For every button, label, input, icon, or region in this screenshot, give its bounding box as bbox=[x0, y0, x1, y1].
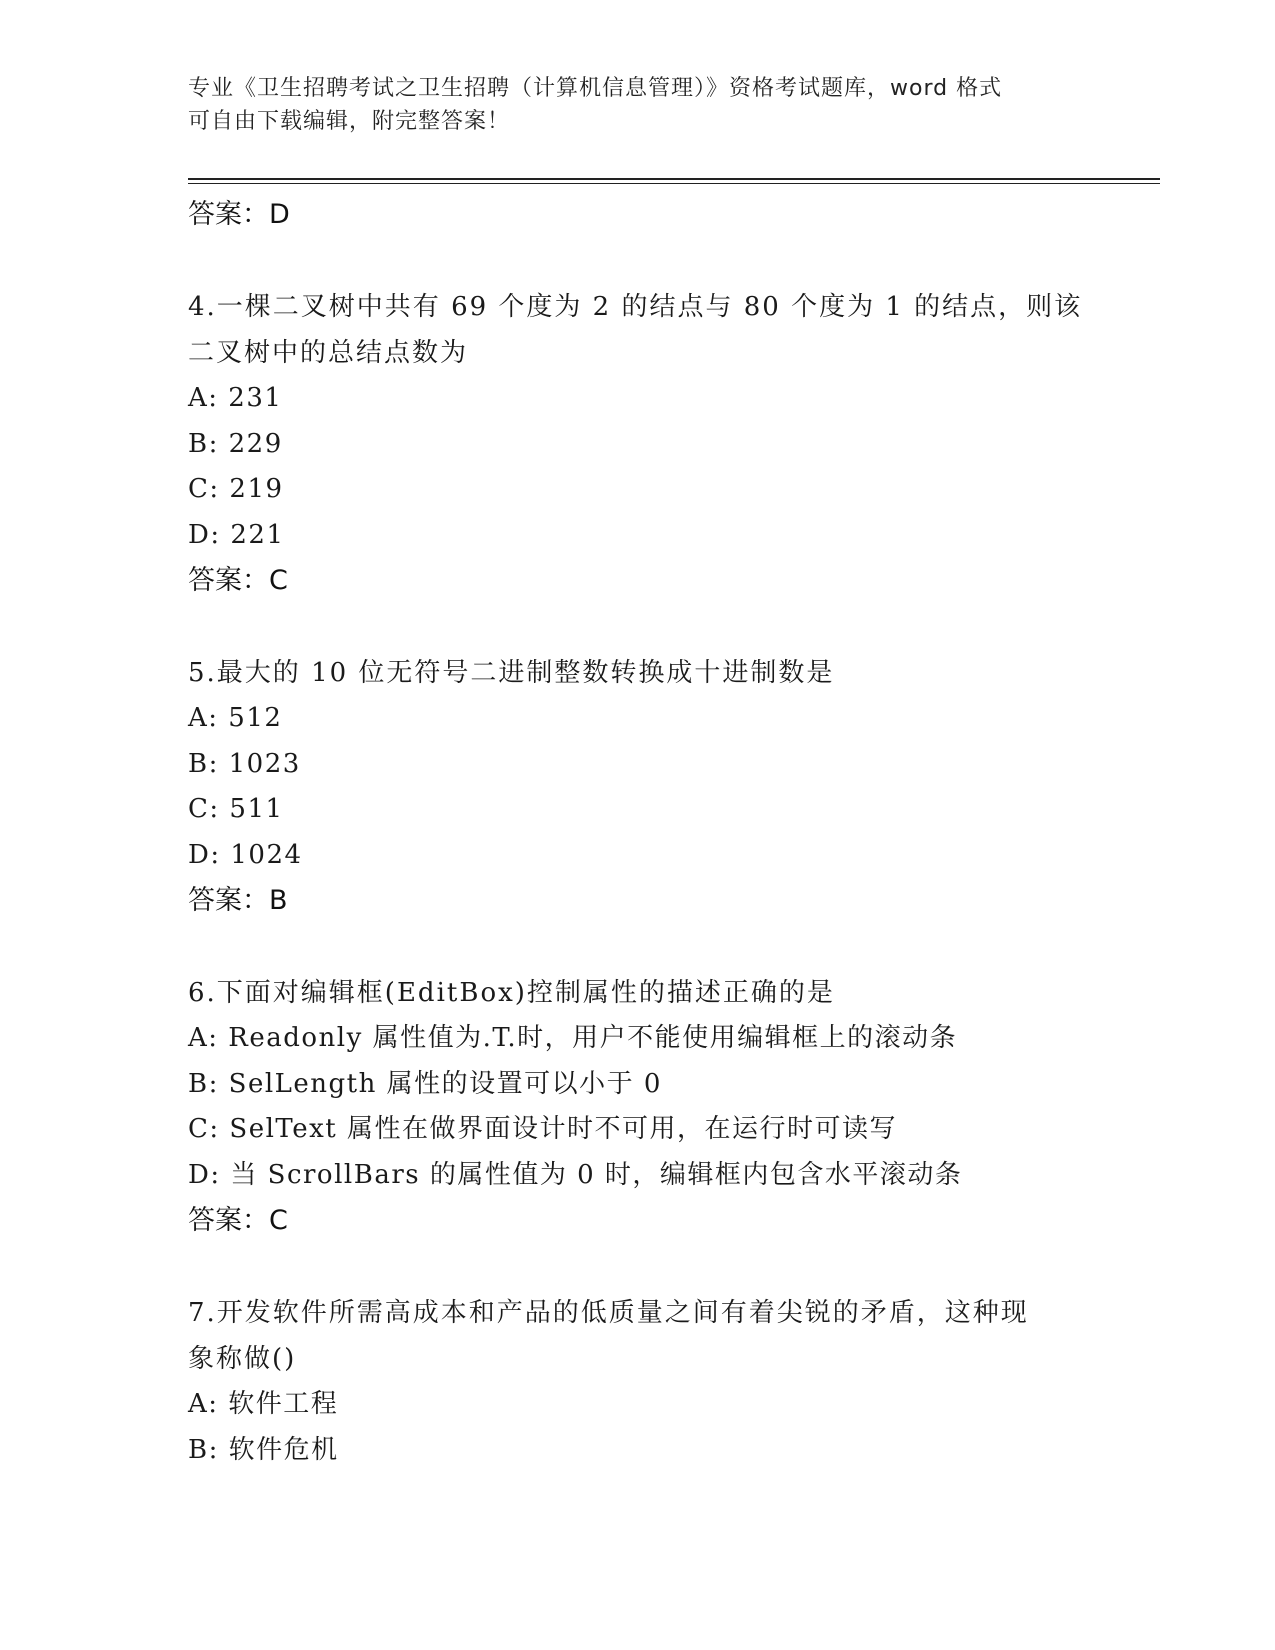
question-text-line: 二叉树中的总结点数为 bbox=[188, 338, 469, 368]
answer-line: 答案：C bbox=[188, 1205, 288, 1236]
header-line-1: 专业《卫生招聘考试之卫生招聘（计算机信息管理）》资格考试题库，word 格式 bbox=[188, 76, 1003, 101]
option-d: D: 1024 bbox=[188, 839, 303, 870]
option-d: D: 221 bbox=[188, 519, 285, 550]
answer-line: 答案：B bbox=[188, 885, 288, 916]
spacer bbox=[188, 1244, 1088, 1290]
option-c: C: 219 bbox=[188, 474, 284, 504]
option-c: C: 511 bbox=[188, 794, 284, 824]
header-line-2: 可自由下载编辑，附完整答案！ bbox=[188, 109, 511, 134]
spacer bbox=[188, 604, 1088, 650]
option-a: A: 512 bbox=[188, 703, 283, 733]
option-b: B: 软件危机 bbox=[188, 1434, 339, 1465]
answer-line: 答案：C bbox=[188, 565, 288, 596]
option-a: A: 231 bbox=[188, 383, 283, 413]
document-header bbox=[188, 72, 1068, 138]
question-text-line: 5.最大的 10 位无符号二进制整数转换成十进制数是 bbox=[188, 658, 835, 688]
question-list bbox=[188, 192, 1088, 1473]
header-divider-thick bbox=[188, 178, 1160, 180]
question-text-line: 4.一棵二叉树中共有 69 个度为 2 的结点与 80 个度为 1 的结点，则该 bbox=[188, 292, 1083, 322]
option-b: B: SelLength 属性的设置可以小于 0 bbox=[188, 1068, 662, 1099]
option-c: C: SelText 属性在做界面设计时不可用，在运行时可读写 bbox=[188, 1114, 898, 1144]
question-text-line: 象称做() bbox=[188, 1344, 297, 1374]
question-stem bbox=[188, 970, 1088, 1016]
question-text-line: 7.开发软件所需高成本和产品的低质量之间有着尖锐的矛盾，这种现 bbox=[188, 1298, 1029, 1328]
answer-line: 答案：D bbox=[188, 199, 290, 230]
option-a: A: Readonly 属性值为.T.时，用户不能使用编辑框上的滚动条 bbox=[188, 1023, 958, 1053]
question-stem bbox=[188, 650, 1088, 696]
spacer bbox=[188, 238, 1088, 284]
option-a: A: 软件工程 bbox=[188, 1389, 339, 1419]
spacer bbox=[188, 924, 1088, 970]
option-d: D: 当 ScrollBars 的属性值为 0 时，编辑框内包含水平滚动条 bbox=[188, 1159, 963, 1190]
question-stem bbox=[188, 284, 1088, 376]
option-b: B: 1023 bbox=[188, 748, 301, 779]
question-stem bbox=[188, 1290, 1088, 1382]
question-text-line: 6.下面对编辑框(EditBox)控制属性的描述正确的是 bbox=[188, 978, 835, 1008]
option-b: B: 229 bbox=[188, 428, 283, 459]
header-divider-thin bbox=[188, 183, 1160, 184]
